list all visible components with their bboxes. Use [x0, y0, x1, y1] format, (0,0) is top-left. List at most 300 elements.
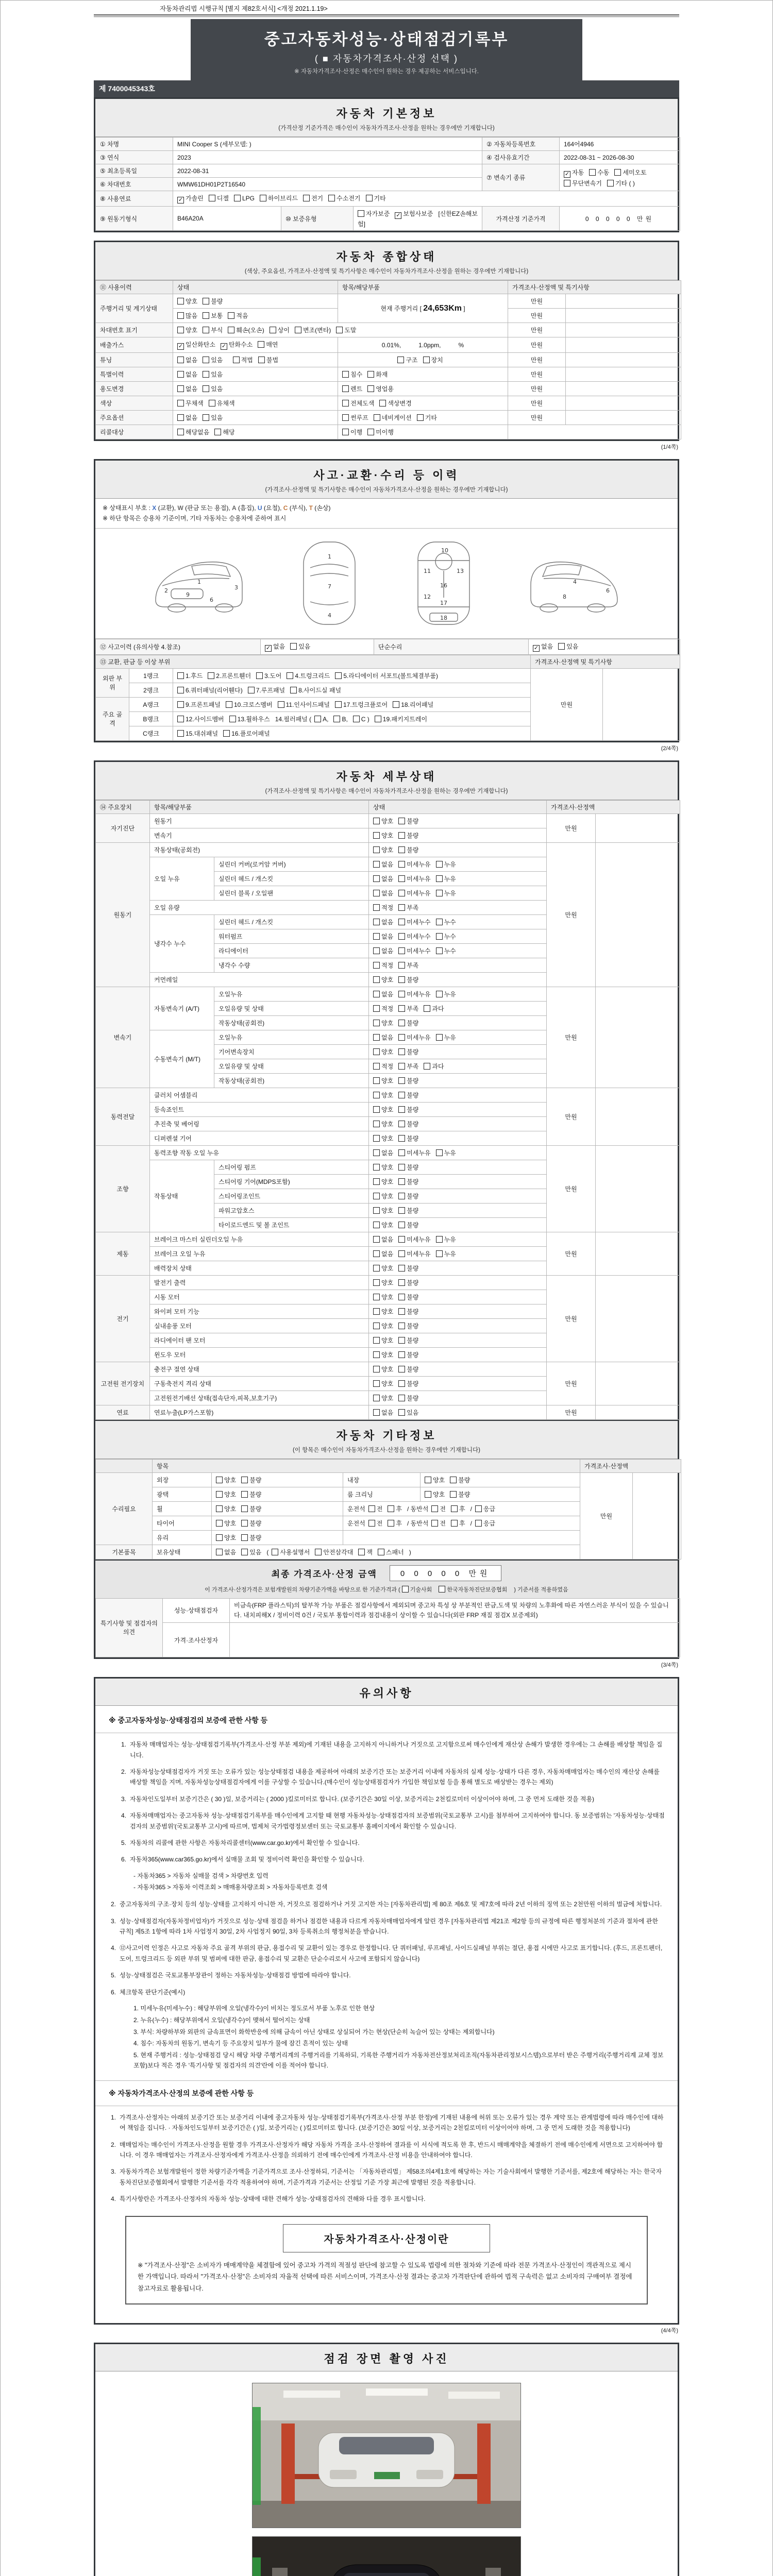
overall-subtitle: (색상, 주요옵션, 가격조사·산정액 및 특기사항은 매수인이 자동차가격조사·산정을 원하는 경우에만 기재합니다) [244, 268, 529, 275]
checkbox[interactable]: 9.프론트패널 [177, 700, 221, 709]
checkbox[interactable]: 썬루프 [342, 413, 368, 422]
field-label: 차대번호 표기 [96, 323, 173, 337]
checkbox[interactable]: 없음 [373, 1249, 393, 1258]
checkbox[interactable]: 미세누유 [398, 1033, 430, 1042]
notice-subitem: - 자동차365 > 자동차 실매물 검색 > 차량번호 입력 [133, 1872, 268, 1879]
field-cell: 만원 [547, 842, 596, 987]
field-cell [369, 828, 547, 842]
checkbox[interactable]: 양호 [373, 1336, 393, 1345]
checkbox[interactable]: 없음 [373, 874, 393, 883]
checkbox[interactable]: 불량 [398, 1321, 418, 1330]
checkbox[interactable]: 불량 [398, 1350, 418, 1359]
checkbox[interactable]: 불량 [398, 1221, 418, 1229]
checkbox[interactable]: 12.사이드멤버 [177, 715, 224, 723]
checkbox[interactable]: 6.쿼터패널(리어휀다) [177, 686, 243, 694]
checkbox[interactable]: 양호 [373, 1221, 393, 1229]
checkbox[interactable]: 적정 [373, 1004, 393, 1013]
checkbox[interactable]: 매연 [258, 340, 278, 349]
svg-text:8: 8 [563, 593, 566, 600]
checkbox[interactable]: 없음 [373, 932, 393, 941]
checkbox[interactable]: 양호 [216, 1476, 236, 1484]
checkbox[interactable]: 불량 [398, 1336, 418, 1345]
checkbox[interactable]: 세미오토 [614, 168, 646, 177]
checkbox[interactable]: 누수 [436, 932, 456, 941]
checkbox[interactable]: 불량 [398, 1307, 418, 1316]
field-cell [596, 814, 680, 842]
checkbox[interactable]: 없음 [373, 946, 393, 955]
checkbox[interactable]: 7.루프패널 [248, 686, 285, 694]
checkbox[interactable]: ✓ 없음 [533, 642, 553, 651]
checkbox[interactable]: 미세누유 [398, 860, 430, 869]
checkbox[interactable]: 불량 [398, 1134, 418, 1143]
checkbox[interactable]: ✓ 없음 [265, 642, 285, 651]
checkbox[interactable]: 적법 [233, 355, 253, 364]
checkbox[interactable]: 도말 [336, 326, 356, 334]
checkbox[interactable]: 양호 [373, 1019, 393, 1027]
checkbox[interactable]: ✓ 가솔린 [178, 195, 204, 203]
checkbox[interactable]: 불량 [398, 1278, 418, 1287]
checkbox[interactable]: 미세누유 [398, 889, 430, 897]
checkbox[interactable]: 양호 [373, 1307, 393, 1316]
checkbox[interactable]: 후 [451, 1519, 465, 1528]
checkbox[interactable]: 하이브리드 [260, 194, 298, 202]
field-cell: 윈도우 모터 [150, 1347, 369, 1362]
checkbox[interactable]: 불량 [241, 1476, 261, 1484]
checkbox[interactable]: 불량 [241, 1490, 261, 1499]
field-cell: 라디에이터 팬 모터 [150, 1333, 369, 1347]
checkbox[interactable]: 불량 [241, 1519, 261, 1528]
checkbox[interactable]: 부족 [398, 903, 418, 912]
checkbox[interactable]: 이행 [342, 428, 362, 436]
field-cell [369, 1203, 547, 1217]
checkbox[interactable]: ✓ 자동 [564, 168, 584, 177]
checkbox[interactable]: 수소전기 [328, 194, 360, 202]
field-cell [566, 411, 681, 425]
checkbox[interactable]: 불량 [203, 297, 223, 306]
field-label: 제동 [96, 1232, 150, 1275]
checkbox[interactable]: 미세누유 [398, 874, 430, 883]
field-label: 외판 부위 [96, 668, 129, 697]
checkbox[interactable]: 있음 [203, 413, 223, 422]
field-cell: 2022-08-31 ~ 2026-08-30 [560, 151, 680, 164]
field-label: 가격산정 기준가격 [482, 207, 560, 231]
field-cell: 0 0 0 0 0 만원 [560, 207, 680, 231]
checkbox[interactable]: 후 [388, 1504, 402, 1513]
notice-item: 2. 중고자동차의 구조·장치 등의 성능·상태를 고지하지 아니한 자, 거짓으로 점검하거나 거짓 고지한 자는 [자동차관리법] 제 80조 제6호 및 제7호에 따라 2년 이하의 징역 또는 2천만원 이하의 벌금에 처합니다. [110, 1901, 662, 1908]
field-cell [369, 1405, 547, 1419]
checkbox[interactable]: 양호 [373, 1350, 393, 1359]
checkbox[interactable]: 누유 [436, 889, 456, 897]
detail-title: 자동차 세부상태 [336, 770, 437, 783]
checkbox[interactable]: 17.트렁크플로어 [335, 700, 388, 709]
checkbox[interactable]: 해당없음 [177, 428, 209, 436]
checkbox[interactable]: 불량 [398, 1076, 418, 1085]
field-label: 동력전달 [96, 1088, 150, 1145]
checkbox[interactable]: 양호 [216, 1504, 236, 1513]
field-cell: 룸 크리닝 [343, 1487, 421, 1501]
field-cell [560, 164, 680, 191]
field-cell: 만원 [547, 1362, 596, 1405]
field-cell [173, 668, 531, 683]
checkbox[interactable]: 없음 [373, 1235, 393, 1244]
photo-area [95, 2371, 678, 2576]
checkbox[interactable]: 불법 [258, 355, 278, 364]
checkbox[interactable]: 양호 [373, 1192, 393, 1200]
field-cell [369, 1044, 547, 1059]
other-titleband [95, 1420, 678, 1459]
field-cell: 만원 [508, 294, 566, 309]
checkbox[interactable]: 양호 [425, 1490, 445, 1499]
checkbox[interactable]: 스패너 [378, 1548, 404, 1556]
checkbox[interactable]: 양호 [216, 1519, 236, 1528]
field-cell: 실린더 헤드 / 개스킷 [214, 914, 369, 929]
field-label: 수리필요 [96, 1472, 153, 1545]
checkbox[interactable]: 양호 [373, 845, 393, 854]
checkbox[interactable]: 안전삼각대 [315, 1548, 353, 1556]
checkbox[interactable]: 양호 [373, 1394, 393, 1402]
checkbox[interactable]: 불량 [398, 975, 418, 984]
field-cell [212, 1472, 343, 1487]
field-cell [173, 396, 338, 411]
checkbox[interactable]: 누유 [436, 874, 456, 883]
checkbox[interactable]: 양호 [373, 1206, 393, 1215]
checkbox[interactable]: 전 [368, 1519, 383, 1528]
checkbox[interactable]: 불량 [450, 1476, 470, 1484]
checkbox[interactable]: 과다 [424, 1004, 444, 1013]
checkbox[interactable]: 침수 [342, 370, 362, 379]
svg-text:13: 13 [457, 567, 464, 574]
checkbox[interactable]: 1.후드 [177, 671, 203, 680]
checkbox[interactable]: 10.크로스멤버 [226, 700, 273, 709]
accident-title: 사고·교환·수리 등 이력 [313, 469, 460, 482]
svg-text:10: 10 [441, 547, 448, 554]
field-cell: 냉각수 수량 [214, 958, 369, 972]
checkbox[interactable]: 양호 [373, 1177, 393, 1186]
checkbox[interactable]: 양호 [425, 1476, 445, 1484]
checkbox[interactable]: 불량 [398, 1120, 418, 1128]
checkbox[interactable]: 부식 [203, 326, 223, 334]
checkbox[interactable]: 양호 [177, 326, 197, 334]
field-cell [369, 1232, 547, 1246]
field-cell [596, 1232, 680, 1275]
checkbox[interactable]: 16.플로어패널 [223, 729, 270, 738]
checkbox[interactable]: 불량 [398, 1293, 418, 1301]
checkbox[interactable]: 없음 [177, 384, 197, 393]
checkbox[interactable]: 불량 [398, 1379, 418, 1388]
checkbox[interactable]: ✓ 보험사보증 [396, 210, 433, 218]
checkbox[interactable]: 없음 [373, 1148, 393, 1157]
checkbox[interactable]: 누유 [436, 1235, 456, 1244]
checkbox[interactable]: 적정 [373, 961, 393, 970]
field-cell: 만원 [547, 1275, 596, 1362]
field-cell [566, 337, 681, 353]
checkbox[interactable]: 2.프론트휀더 [208, 671, 251, 680]
checkbox[interactable]: 13.휠하우스 [229, 715, 270, 723]
overall-condition-table [95, 280, 678, 439]
checkbox[interactable]: 변조(변타) [295, 326, 331, 334]
field-cell: 스티어링조인트 [214, 1189, 369, 1203]
checkbox[interactable]: B, [333, 716, 347, 723]
checkbox[interactable]: 19.패키지트레이 [375, 715, 427, 723]
notice-sec1-list [105, 1739, 668, 1893]
field-cell: 만원 [547, 814, 596, 842]
checkbox[interactable]: 상이 [270, 326, 290, 334]
checkbox[interactable]: 과다 [424, 1062, 444, 1071]
checkbox[interactable]: C ) [353, 716, 369, 723]
checkbox[interactable]: 미세누수 [398, 946, 430, 955]
checkbox[interactable]: 양호 [373, 1379, 393, 1388]
checkbox[interactable]: 누유 [436, 1033, 456, 1042]
checkbox[interactable]: 양호 [373, 1163, 393, 1172]
checkbox[interactable]: 불량 [398, 1394, 418, 1402]
checkbox[interactable]: 있음 [203, 355, 223, 364]
checkbox[interactable]: 훼손(오손) [228, 326, 264, 334]
checkbox[interactable]: 불량 [398, 1206, 418, 1215]
checkbox[interactable]: 구조 [397, 355, 417, 364]
checkbox[interactable]: 전 [431, 1519, 446, 1528]
checkbox[interactable]: 불량 [398, 845, 418, 854]
checkbox[interactable]: 없음 [373, 889, 393, 897]
checkbox[interactable]: 기타 [417, 413, 437, 422]
svg-text:9: 9 [186, 591, 190, 598]
field-cell [596, 842, 680, 987]
checkbox[interactable]: 불량 [398, 1177, 418, 1186]
checkbox[interactable]: 있음 [558, 642, 578, 651]
checkbox[interactable]: 있음 [203, 384, 223, 393]
field-cell [596, 1362, 680, 1405]
section-basic-info [94, 97, 679, 232]
checkbox[interactable]: 불량 [241, 1533, 261, 1542]
field-cell: 작동상태(공회전) [214, 1073, 369, 1088]
other-info-table [95, 1459, 678, 1560]
checkbox[interactable]: 영업용 [367, 384, 394, 393]
checkbox[interactable]: 양호 [216, 1533, 236, 1542]
checkbox[interactable]: 미세누유 [398, 1249, 430, 1258]
checkbox[interactable]: 양호 [373, 975, 393, 984]
svg-text:6: 6 [210, 596, 213, 603]
checkbox[interactable]: A, [314, 716, 328, 723]
checkbox[interactable]: 양호 [373, 1047, 393, 1056]
field-cell [369, 1088, 547, 1102]
checkbox[interactable]: 응급 [475, 1519, 495, 1528]
checkbox[interactable]: 3.도어 [256, 671, 281, 680]
checkbox[interactable]: 양호 [373, 1278, 393, 1287]
checkbox[interactable]: 불량 [398, 1264, 418, 1273]
checkbox[interactable]: 누유 [436, 1148, 456, 1157]
checkbox[interactable]: 무채색 [177, 399, 204, 408]
checkbox[interactable]: 후 [388, 1519, 402, 1528]
field-cell [338, 367, 508, 382]
checkbox[interactable]: 해당 [214, 428, 234, 436]
checkbox[interactable]: 기술사회 [402, 1585, 432, 1594]
checkbox[interactable]: 있음 [290, 642, 310, 651]
field-cell: 운전석 전 후 / 동반석 전 후 / 응급 [343, 1516, 580, 1530]
field-label: 연료 [96, 1405, 150, 1419]
field-label: 단순수리 [374, 639, 529, 654]
checkbox[interactable]: 양호 [373, 1120, 393, 1128]
field-cell: MINI Cooper S (세부모델: ) [173, 138, 482, 151]
checkbox[interactable]: 없음 [373, 860, 393, 869]
checkbox[interactable]: 불량 [398, 1105, 418, 1114]
field-label: ⑥ 차대번호 [96, 178, 173, 191]
checkbox[interactable]: 양호 [373, 1365, 393, 1374]
checkbox[interactable]: 부족 [398, 1004, 418, 1013]
checkbox[interactable]: 많음 [177, 311, 197, 320]
checkbox[interactable]: 불량 [398, 831, 418, 840]
checkbox[interactable]: 없음 [373, 1408, 393, 1417]
field-cell [173, 425, 338, 439]
field-label: ⑫ 사고이력 (유의사항 4.참조) [96, 639, 261, 654]
checkbox[interactable]: 불량 [398, 1019, 418, 1027]
checkbox[interactable]: LPG [234, 195, 255, 202]
checkbox[interactable]: 수동 [589, 168, 609, 177]
price-survey-note: ※ 자동차가격조사·산정은 매수인이 원하는 경우 제공하는 서비스입니다. [294, 69, 479, 75]
checkbox[interactable]: 양호 [373, 1264, 393, 1273]
field-cell: 만원 [580, 1472, 633, 1559]
checkbox[interactable]: 없음 [177, 355, 197, 364]
field-cell: 연료누출(LP가스포함) [150, 1405, 369, 1419]
checkbox[interactable]: 무단변속기 [564, 179, 602, 188]
field-cell: ⑬ 교환, 판금 등 이상 부위 [96, 655, 531, 668]
checkbox[interactable]: 있음 [398, 1408, 418, 1417]
field-cell [369, 1304, 547, 1318]
checkbox[interactable]: 불량 [398, 1163, 418, 1172]
checkbox[interactable]: 양호 [177, 297, 197, 306]
svg-text:1: 1 [197, 578, 201, 585]
checkbox[interactable]: 양호 [373, 1134, 393, 1143]
notice-subitem: 4. 침수: 자동차의 원동기, 변속기 등 주요장치 일부가 물에 잠긴 흔적이 있는 상태 [133, 2040, 348, 2047]
checkbox[interactable]: 응급 [475, 1504, 495, 1513]
checkbox[interactable]: 부족 [398, 961, 418, 970]
checkbox[interactable]: 미세누수 [398, 932, 430, 941]
checkbox[interactable]: 양호 [373, 1293, 393, 1301]
field-cell [173, 294, 338, 309]
checkbox[interactable]: 화재 [367, 370, 388, 379]
field-cell: 내장 [343, 1472, 421, 1487]
checkbox[interactable]: 없음 [373, 990, 393, 998]
checkbox[interactable]: 렌트 [342, 384, 362, 393]
field-cell: 오일유량 및 상태 [214, 1001, 369, 1015]
checkbox[interactable]: 있음 [203, 370, 223, 379]
notice-item: 4. ⑫사고이력 인정은 사고로 자동차 주요 골격 부위의 판금, 용접수리 및 교환이 있는 경우로 한정합니다. 단 쿼터패널, 루프패널, 사이드실패널 부위는 절단, 용접 시에만 사고로 표기합니다. (후드, 프론트펜더, 도어, 트렁크리드 등 외판 부위 및 범퍼에 대한 판금, 용접수리 및 교환은 단순수리로서 사고에 포함되지 않습니다) [110, 1944, 663, 1962]
field-cell: 실내송풍 모터 [150, 1318, 369, 1333]
field-cell [369, 929, 547, 943]
basic-info-title: 자동차 기본정보 [336, 107, 437, 120]
checkbox[interactable]: 없음 [177, 370, 197, 379]
final-price-label: 최종 가격조사·산정 금액 [271, 1569, 377, 1579]
checkbox[interactable]: 보통 [203, 311, 223, 320]
checkbox[interactable]: 없음 [177, 413, 197, 422]
field-cell: 164어4946 [560, 138, 680, 151]
field-cell [212, 1530, 343, 1545]
checkbox[interactable]: 미세누유 [398, 1235, 430, 1244]
checkbox[interactable]: 사용설명서 [272, 1548, 310, 1556]
checkbox[interactable]: 장치 [423, 355, 443, 364]
checkbox[interactable]: 적정 [373, 903, 393, 912]
checkbox[interactable]: 없음 [373, 1033, 393, 1042]
checkbox[interactable]: 양호 [373, 831, 393, 840]
field-cell: 보유상태 [153, 1545, 212, 1559]
checkbox[interactable]: 미세누유 [398, 990, 430, 998]
checkbox[interactable]: 양호 [373, 1091, 393, 1099]
checkbox[interactable]: 불량 [398, 817, 418, 825]
accident-notes [95, 499, 678, 529]
checkbox[interactable]: 양호 [373, 1321, 393, 1330]
checkbox[interactable]: 누유 [436, 1249, 456, 1258]
checkbox[interactable]: 불량 [398, 1365, 418, 1374]
notice-subitem: 2. 누유(누수) : 해당부위에서 오일(냉각수)이 맺혀서 떨어지는 상태 [133, 2016, 310, 2024]
checkbox[interactable]: 8.사이드실 패널 [290, 686, 341, 694]
checkbox[interactable]: 불량 [450, 1490, 470, 1499]
checkbox[interactable]: 자가보증 [358, 209, 390, 218]
checkbox[interactable]: 5.라디에이터 서포트(볼트체결부품) [335, 671, 438, 680]
checkbox[interactable]: 부족 [398, 1062, 418, 1071]
checkbox[interactable]: 불량 [398, 1091, 418, 1099]
svg-text:2: 2 [164, 587, 168, 594]
checkbox[interactable]: 불량 [398, 1192, 418, 1200]
field-cell [633, 1472, 681, 1559]
checkbox[interactable]: ✓ 일산화탄소 [178, 341, 215, 349]
checkbox[interactable]: 유채색 [209, 399, 235, 408]
notice-sec2-list [105, 2112, 668, 2205]
checkbox[interactable]: ✓ 탄화수소 [221, 341, 253, 349]
field-label: 특별이력 [96, 367, 173, 382]
overall-titleband [95, 242, 678, 280]
checkbox[interactable]: 4.트렁크리드 [287, 671, 330, 680]
checkbox[interactable]: 한국자동차진단보증협회 [439, 1585, 507, 1594]
checkbox[interactable]: 미이행 [367, 428, 394, 436]
checkbox[interactable]: 없음 [216, 1548, 236, 1556]
checkbox[interactable]: 있음 [241, 1548, 261, 1556]
checkbox[interactable]: 적음 [228, 311, 248, 320]
checkbox[interactable]: 양호 [373, 817, 393, 825]
checkbox[interactable]: 전 [431, 1504, 446, 1513]
checkbox[interactable]: 색상변경 [379, 399, 411, 408]
checkbox[interactable]: 디젤 [209, 194, 229, 202]
checkbox[interactable]: 잭 [358, 1548, 373, 1556]
field-cell: 만원 [508, 411, 566, 425]
checkbox[interactable]: 양호 [216, 1490, 236, 1499]
checkbox[interactable]: 네비게이션 [374, 413, 412, 422]
field-cell: ⑭ 주요장치 [96, 800, 150, 814]
checkbox[interactable]: 전체도색 [342, 399, 374, 408]
checkbox[interactable]: 15.대쉬패널 [177, 729, 218, 738]
checkbox[interactable]: 적정 [373, 1062, 393, 1071]
checkbox[interactable]: 양호 [373, 1105, 393, 1114]
checkbox[interactable]: 전기 [303, 194, 323, 202]
checkbox[interactable]: 누수 [436, 946, 456, 955]
checkbox[interactable]: 불량 [398, 1047, 418, 1056]
checkbox[interactable]: 불량 [241, 1504, 261, 1513]
checkbox[interactable]: 누유 [436, 990, 456, 998]
checkbox[interactable]: 후 [451, 1504, 465, 1513]
field-cell: 휠 [153, 1501, 212, 1516]
checkbox[interactable]: 기타 ( ) [607, 179, 635, 188]
checkbox[interactable]: 18.리어패널 [393, 700, 433, 709]
checkbox[interactable]: 누수 [436, 918, 456, 926]
field-cell [566, 382, 681, 396]
checkbox[interactable]: 기타 [366, 194, 386, 202]
price-survey-definition-text: ※ "가격조사·산정"은 소비자가 매매계약을 체결함에 있어 중고차 가격의 적절성 판단에 참고할 수 있도록 법령에 의한 절차와 기준에 따라 전문 가격조사·산정인이 객관적으로 제시한 가액입니다. 따라서 "가격조사·산정"은 소비자의 자율적 선택에 따른 서비스이며, 가격조사·산정 결과는 중고차 가격판단에 관하여 법적 구속력은 없고 소비자의 구매여부 결정에 참고자료로 활용됩니다. [138, 2261, 632, 2292]
checkbox[interactable]: 미세누유 [398, 1148, 430, 1157]
checkbox[interactable]: 양호 [373, 1076, 393, 1085]
checkbox[interactable]: 미세누수 [398, 918, 430, 926]
checkbox[interactable]: 전 [368, 1504, 383, 1513]
checkbox[interactable]: 11.인사이드패널 [278, 700, 330, 709]
checkbox[interactable]: 누유 [436, 860, 456, 869]
svg-text:16: 16 [440, 582, 447, 589]
checkbox[interactable]: 없음 [373, 918, 393, 926]
